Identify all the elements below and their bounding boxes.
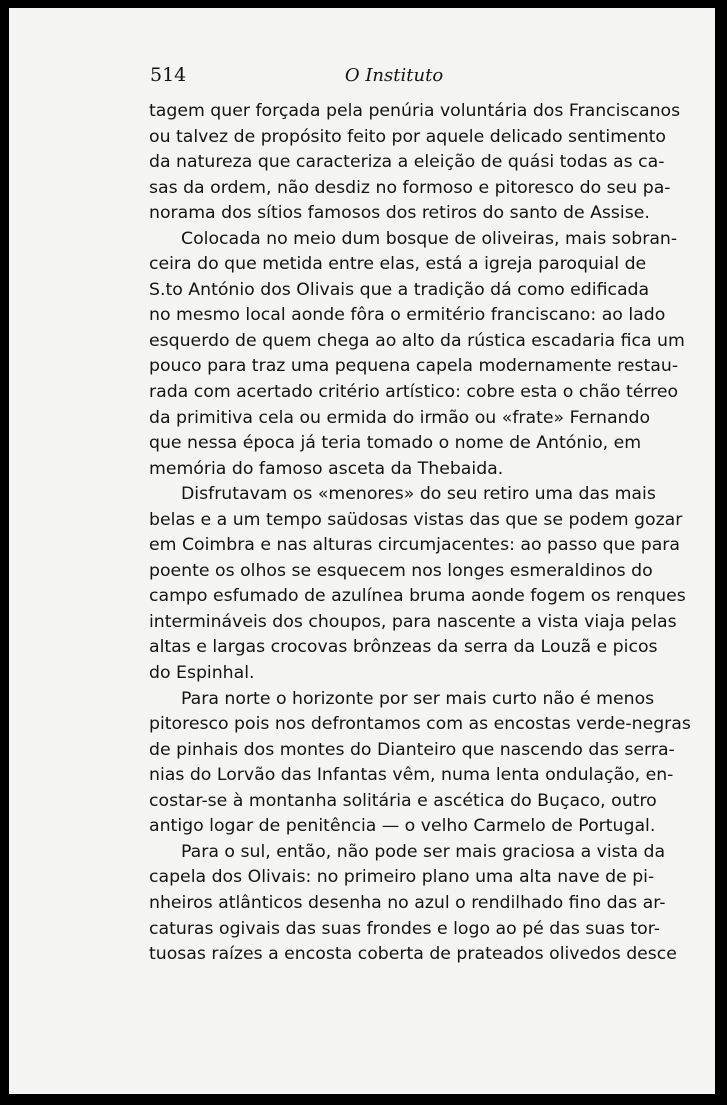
page-header (150, 64, 638, 92)
text-line: que nessa época já teria tomado o nome de António, em (149, 433, 642, 454)
text-line: memória do famoso asceta da Thebaida. (149, 458, 504, 479)
text-line: em Coimbra e nas alturas circumjacentes: ao passo que para (149, 535, 680, 556)
text-line: ou talvez de propósito feito por aquele delicado sentimento (149, 126, 666, 147)
text-line: da primitiva cela ou ermida do irmão ou «frate» Fernando (149, 407, 651, 428)
text-line: nias do Lorvão das Infantas vêm, numa lenta ondulação, en- (149, 765, 674, 786)
text-line: altas e largas crocovas brônzeas da serra da Louzã e picos (149, 637, 658, 658)
text-line: ceira do que metida entre elas, está a igreja paroquial de (149, 254, 647, 275)
text-line: Para norte o horizonte por ser mais curto não é menos (181, 688, 655, 709)
paragraph (149, 227, 685, 482)
text-line: costar-se à montanha solitária e ascética do Buçaco, outro (149, 790, 657, 811)
text-line: Disfrutavam os «menores» do seu retiro uma das mais (181, 484, 656, 505)
paragraph (149, 482, 686, 686)
paragraph (149, 840, 677, 968)
page-number: 514 (150, 64, 187, 86)
running-title: O Instituto (344, 65, 444, 86)
text-line: poente os olhos se esquecem nos longes esmeraldinos do (149, 560, 653, 581)
text-line: capela dos Olivais: no primeiro plano uma alta nave de pi- (149, 867, 655, 888)
paragraph (149, 687, 691, 840)
text-line: S.to António dos Olivais que a tradição dá como edificada (149, 279, 650, 300)
body-text (149, 99, 691, 968)
text-line: Colocada no meio dum bosque de oliveiras, mais sobran- (181, 228, 678, 249)
book-page (9, 8, 715, 1094)
text-line: no mesmo local aonde fôra o ermitério franciscano: ao lado (149, 305, 666, 326)
text-line: intermináveis dos choupos, para nascente a vista viaja pelas (149, 611, 677, 632)
text-line: nheiros atlânticos desenha no azul o rendilhado fino das ar- (149, 892, 666, 913)
text-line: tuosas raízes a encosta coberta de prateados olivedos desce (149, 944, 677, 965)
text-line: esquerdo de quem chega ao alto da rústica escadaria fica um (149, 330, 685, 351)
text-line: sas da ordem, não desdiz no formoso e pitoresco do seu pa- (149, 177, 671, 198)
text-line: pouco para traz uma pequena capela modernamente restau- (149, 356, 679, 377)
text-line: antigo logar de penitência — o velho Carmelo de Portugal. (149, 816, 656, 837)
text-line: caturas ogivais das suas frondes e logo ao pé das suas tor- (149, 918, 660, 939)
text-line: Para o sul, então, não pode ser mais graciosa a vista da (181, 841, 666, 862)
text-line: pitoresco pois nos defrontamos com as encostas verde-negras (149, 714, 691, 735)
text-line: do Espinhal. (149, 663, 255, 684)
text-line: norama dos sítios famosos dos retiros do santo de Assise. (149, 203, 650, 224)
text-line: da natureza que caracteriza a eleição de quási todas as ca- (149, 152, 665, 173)
paragraph (149, 99, 681, 227)
text-line: belas e a um tempo saüdosas vistas das que se podem gozar (149, 509, 683, 530)
text-line: rada com acertado critério artístico: cobre esta o chão térreo (149, 382, 679, 403)
text-line: tagem quer forçada pela penúria voluntária dos Franciscanos (149, 101, 681, 121)
text-line: campo esfumado de azulínea bruma aonde fogem os renques (149, 586, 686, 607)
text-line: de pinhais dos montes do Dianteiro que nascendo das serra- (149, 739, 675, 760)
